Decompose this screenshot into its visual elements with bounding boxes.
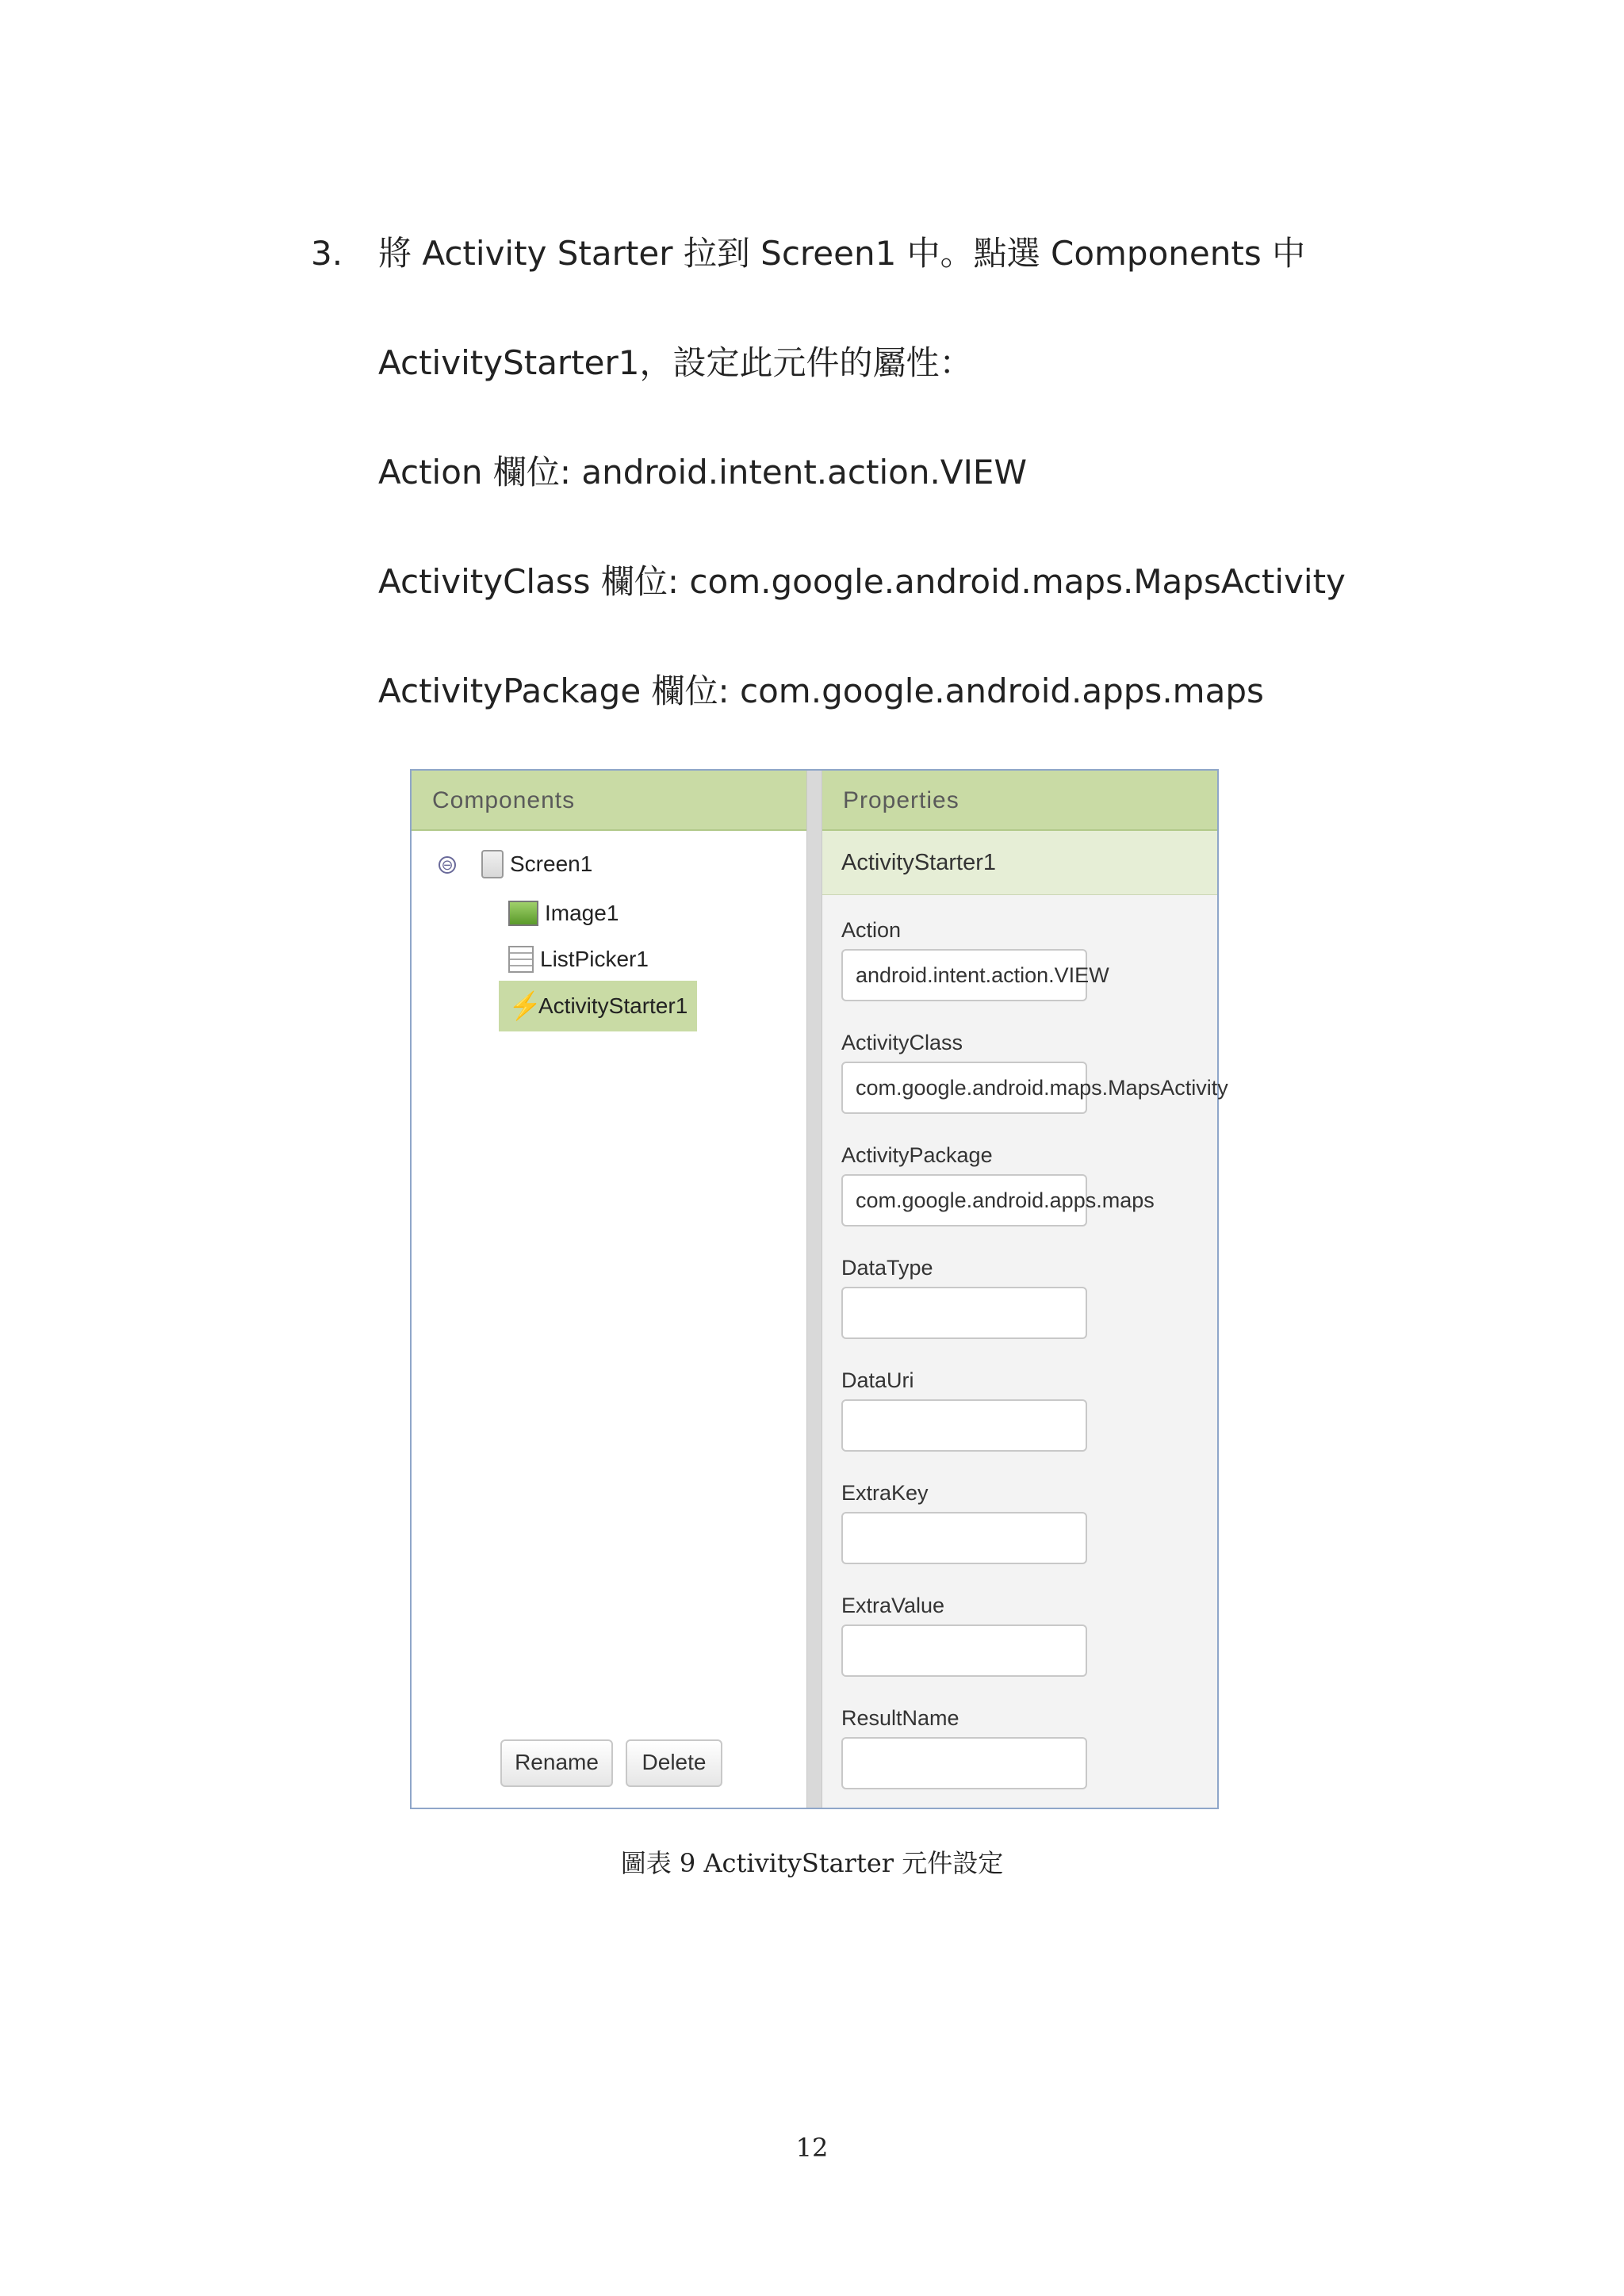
collapse-icon[interactable]: ⊖: [439, 856, 456, 874]
step-line-4: ActivityClass 欄位: com.google.android.maps.MapsActivity: [378, 562, 1346, 601]
list-picker-icon: [508, 946, 534, 973]
properties-header: Properties: [822, 771, 1217, 831]
property-label-extrakey: ExtraKey: [841, 1481, 929, 1505]
components-header: Components: [412, 771, 806, 831]
activity-starter-icon: ⚡: [508, 991, 542, 1021]
datatype-field[interactable]: [841, 1287, 1087, 1339]
tree-item-listpicker1[interactable]: [508, 939, 649, 979]
selected-component-name: ActivityStarter1: [822, 831, 1217, 895]
property-label-datauri: DataUri: [841, 1368, 914, 1392]
activitypackage-field[interactable]: com.google.android.apps.maps: [841, 1174, 1087, 1226]
panel-splitter[interactable]: [806, 771, 822, 1808]
tree-item-label: ListPicker1: [540, 947, 649, 971]
datauri-field[interactable]: [841, 1399, 1087, 1452]
tree-item-screen1[interactable]: [481, 844, 592, 884]
image-icon: [508, 901, 538, 926]
property-label-resultname: ResultName: [841, 1706, 959, 1730]
tree-item-image1[interactable]: [508, 894, 619, 933]
tree-item-label: Screen1: [510, 851, 593, 876]
page-number: 12: [795, 2133, 829, 2163]
step-line-5: ActivityPackage 欄位: com.google.android.apps.maps: [378, 672, 1264, 710]
extravalue-field[interactable]: [841, 1624, 1087, 1677]
rename-button[interactable]: Rename: [500, 1739, 613, 1787]
components-panel: [412, 771, 806, 1808]
property-label-activityclass: ActivityClass: [841, 1031, 963, 1054]
app-inventor-screenshot: [410, 769, 1228, 1809]
properties-panel: [822, 771, 1228, 1808]
tree-item-label: Image1: [545, 901, 619, 925]
step-line-1: 將 Activity Starter 拉到 Screen1 中。點選 Components 中: [378, 234, 1306, 273]
action-field[interactable]: android.intent.action.VIEW: [841, 949, 1087, 1001]
step-line-2: ActivityStarter1，設定此元件的屬性：: [378, 343, 973, 382]
property-label-datatype: DataType: [841, 1256, 933, 1280]
delete-button[interactable]: Delete: [626, 1739, 722, 1787]
property-label-extravalue: ExtraValue: [841, 1594, 945, 1617]
extrakey-field[interactable]: [841, 1512, 1087, 1564]
resultname-field[interactable]: [841, 1737, 1087, 1789]
screen-icon: [481, 850, 504, 878]
property-label-action: Action: [841, 918, 902, 942]
property-label-activitypackage: ActivityPackage: [841, 1143, 993, 1167]
activityclass-field[interactable]: com.google.android.maps.MapsActivity: [841, 1062, 1087, 1114]
tree-item-activitystarter1[interactable]: [499, 981, 697, 1031]
step-line-3: Action 欄位: android.intent.action.VIEW: [378, 453, 1027, 492]
tree-item-label: ActivityStarter1: [538, 993, 688, 1018]
figure-caption: 圖表 9 ActivityStarter 元件設定: [620, 1848, 1004, 1878]
step-number: 3.: [311, 234, 343, 273]
